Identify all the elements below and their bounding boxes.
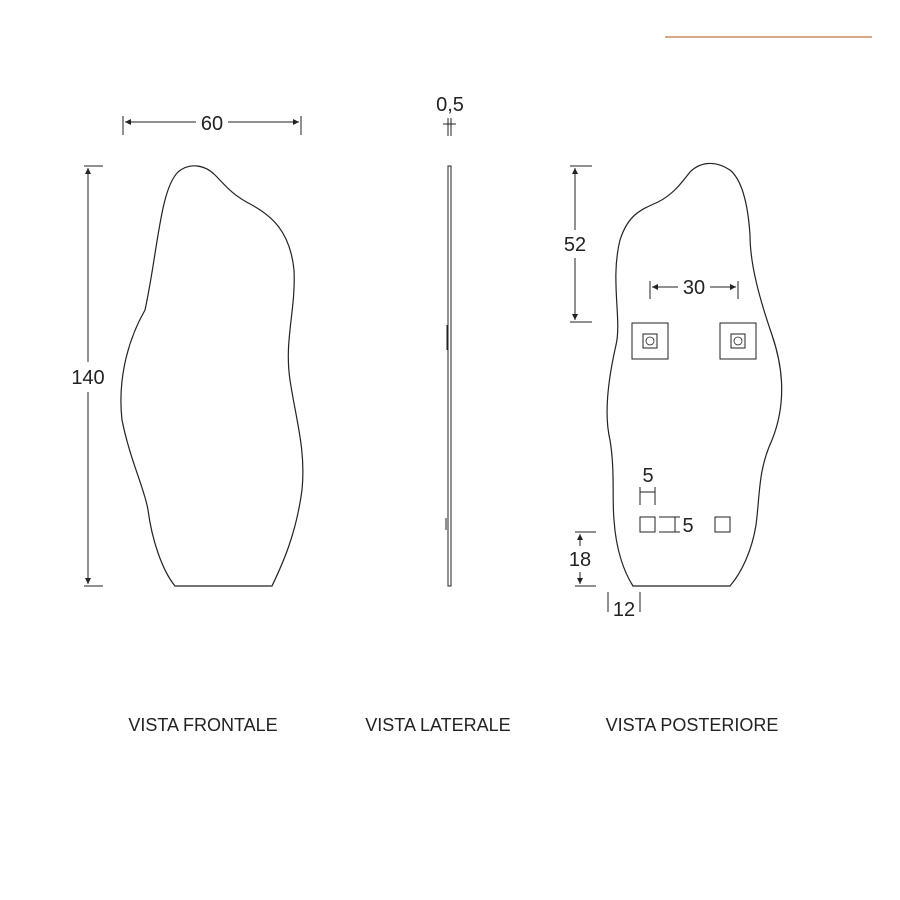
left-spacer-pad: [640, 517, 655, 532]
side-thickness-value: 0,5: [436, 94, 464, 116]
back-pad-height-dimension: [659, 515, 694, 537]
back-hook-spacing-dimension: [650, 277, 738, 299]
back-top-to-hooks-value: 52: [563, 234, 587, 256]
back-pad-offset-dimension: [608, 592, 640, 621]
back-pad-width-value: 5: [642, 465, 654, 487]
front-mirror-outline: [121, 166, 303, 586]
side-view-label: VISTA LATERALE: [365, 715, 511, 735]
back-pad-offset-value: 12: [612, 599, 636, 621]
back-mirror-outline: [607, 163, 782, 586]
back-pad-width-dimension: [640, 465, 655, 505]
front-width-dimension: [123, 113, 301, 135]
front-height-value: 140: [71, 367, 105, 389]
front-view-label: VISTA FRONTALE: [128, 715, 278, 735]
front-height-dimension: [71, 166, 104, 586]
back-top-to-hooks-dimension: [564, 166, 592, 322]
side-view: [365, 94, 510, 735]
back-pad-from-bottom-dimension: [569, 532, 596, 586]
left-hook-plate: [632, 323, 668, 359]
front-width-value: 60: [200, 113, 224, 135]
back-view-label: VISTA POSTERIORE: [605, 715, 779, 735]
back-hook-spacing-value: 30: [682, 277, 706, 299]
right-spacer-pad: [715, 517, 730, 532]
back-pad-from-bottom-value: 18: [568, 549, 592, 571]
back-pad-height-value: 5: [682, 515, 694, 537]
right-hook-plate: [720, 323, 756, 359]
back-view: [564, 163, 782, 735]
front-view: [71, 113, 303, 735]
side-thickness-dimension: [436, 94, 464, 136]
side-mirror-profile: [448, 166, 451, 586]
